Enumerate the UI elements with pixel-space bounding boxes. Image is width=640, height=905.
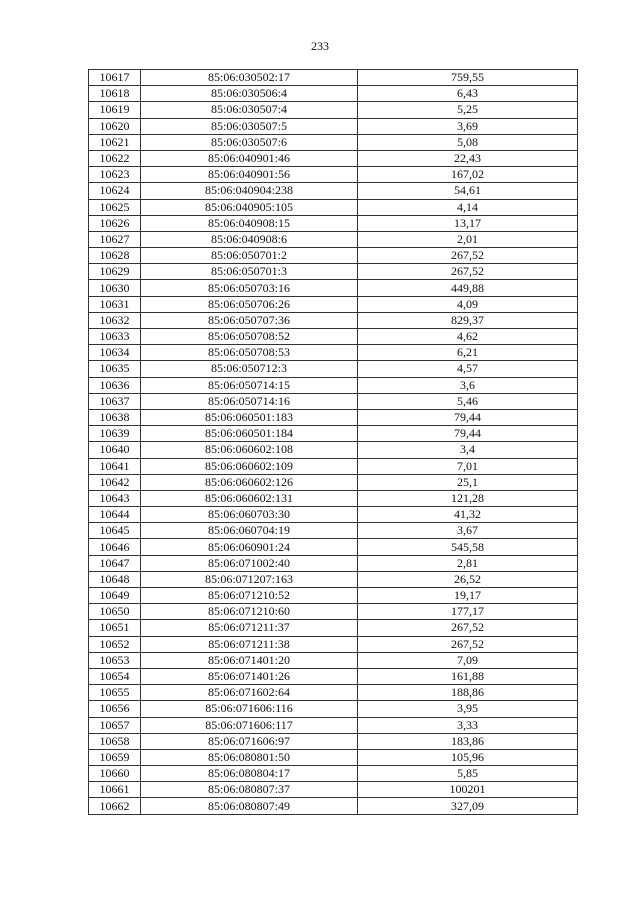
row-number-cell: 10618 [89, 86, 141, 102]
value-cell: 6,43 [358, 86, 578, 102]
table-row [89, 409, 578, 425]
value-cell: 188,86 [358, 685, 578, 701]
row-number-cell: 10621 [89, 134, 141, 150]
row-number-cell: 10650 [89, 604, 141, 620]
value-cell: 13,17 [358, 215, 578, 231]
value-cell: 177,17 [358, 604, 578, 620]
table-row [89, 523, 578, 539]
value-cell: 4,62 [358, 329, 578, 345]
row-number-cell: 10659 [89, 749, 141, 765]
page-number: 233 [311, 39, 329, 53]
cadastral-number-cell: 85:06:080807:37 [141, 782, 358, 798]
row-number-cell: 10622 [89, 150, 141, 166]
cadastral-number-cell: 85:06:071606:117 [141, 717, 358, 733]
row-number-cell: 10648 [89, 571, 141, 587]
cadastral-number-cell: 85:06:060501:184 [141, 426, 358, 442]
table-row [89, 668, 578, 684]
cadastral-number-cell: 85:06:050701:3 [141, 264, 358, 280]
table-row [89, 215, 578, 231]
row-number-cell: 10652 [89, 636, 141, 652]
value-cell: 161,88 [358, 668, 578, 684]
row-number-cell: 10662 [89, 798, 141, 814]
row-number-cell: 10649 [89, 588, 141, 604]
table-row [89, 264, 578, 280]
registry-table-body [89, 70, 578, 815]
value-cell: 79,44 [358, 426, 578, 442]
cadastral-number-cell: 85:06:060501:183 [141, 409, 358, 425]
value-cell: 26,52 [358, 571, 578, 587]
row-number-cell: 10643 [89, 490, 141, 506]
table-row [89, 118, 578, 134]
cadastral-number-cell: 85:06:060704:19 [141, 523, 358, 539]
table-row [89, 571, 578, 587]
row-number-cell: 10632 [89, 312, 141, 328]
table-row [89, 685, 578, 701]
cadastral-number-cell: 85:06:050701:2 [141, 248, 358, 264]
row-number-cell: 10651 [89, 620, 141, 636]
table-row [89, 167, 578, 183]
table-row [89, 377, 578, 393]
row-number-cell: 10656 [89, 701, 141, 717]
table-row [89, 199, 578, 215]
table-row [89, 766, 578, 782]
row-number-cell: 10634 [89, 345, 141, 361]
row-number-cell: 10640 [89, 442, 141, 458]
value-cell: 3,69 [358, 118, 578, 134]
value-cell: 2,81 [358, 555, 578, 571]
cadastral-number-cell: 85:06:071606:97 [141, 733, 358, 749]
value-cell: 105,96 [358, 749, 578, 765]
table-row [89, 717, 578, 733]
cadastral-number-cell: 85:06:040908:6 [141, 231, 358, 247]
value-cell: 267,52 [358, 248, 578, 264]
row-number-cell: 10629 [89, 264, 141, 280]
value-cell: 267,52 [358, 620, 578, 636]
registry-table [88, 69, 578, 815]
cadastral-number-cell: 85:06:071211:37 [141, 620, 358, 636]
value-cell: 3,67 [358, 523, 578, 539]
value-cell: 3,95 [358, 701, 578, 717]
value-cell: 829,37 [358, 312, 578, 328]
value-cell: 327,09 [358, 798, 578, 814]
table-row [89, 134, 578, 150]
row-number-cell: 10624 [89, 183, 141, 199]
row-number-cell: 10625 [89, 199, 141, 215]
table-row [89, 620, 578, 636]
value-cell: 167,02 [358, 167, 578, 183]
table-row [89, 150, 578, 166]
row-number-cell: 10639 [89, 426, 141, 442]
cadastral-number-cell: 85:06:030507:5 [141, 118, 358, 134]
cadastral-number-cell: 85:06:040905:105 [141, 199, 358, 215]
cadastral-number-cell: 85:06:060901:24 [141, 539, 358, 555]
value-cell: 183,86 [358, 733, 578, 749]
cadastral-number-cell: 85:06:050714:16 [141, 393, 358, 409]
table-row [89, 442, 578, 458]
cadastral-number-cell: 85:06:050707:36 [141, 312, 358, 328]
table-row [89, 393, 578, 409]
row-number-cell: 10631 [89, 296, 141, 312]
value-cell: 6,21 [358, 345, 578, 361]
value-cell: 2,01 [358, 231, 578, 247]
row-number-cell: 10623 [89, 167, 141, 183]
row-number-cell: 10660 [89, 766, 141, 782]
table-row [89, 345, 578, 361]
value-cell: 449,88 [358, 280, 578, 296]
table-row [89, 782, 578, 798]
row-number-cell: 10644 [89, 507, 141, 523]
cadastral-number-cell: 85:06:040908:15 [141, 215, 358, 231]
value-cell: 5,08 [358, 134, 578, 150]
cadastral-number-cell: 85:06:071606:116 [141, 701, 358, 717]
table-row [89, 701, 578, 717]
value-cell: 4,14 [358, 199, 578, 215]
table-row [89, 231, 578, 247]
value-cell: 41,32 [358, 507, 578, 523]
table-row [89, 312, 578, 328]
row-number-cell: 10626 [89, 215, 141, 231]
table-row [89, 539, 578, 555]
cadastral-number-cell: 85:06:060602:109 [141, 458, 358, 474]
value-cell: 7,09 [358, 652, 578, 668]
value-cell: 4,57 [358, 361, 578, 377]
row-number-cell: 10620 [89, 118, 141, 134]
table-row [89, 604, 578, 620]
cadastral-number-cell: 85:06:040901:56 [141, 167, 358, 183]
table-row [89, 507, 578, 523]
value-cell: 267,52 [358, 264, 578, 280]
row-number-cell: 10655 [89, 685, 141, 701]
value-cell: 79,44 [358, 409, 578, 425]
table-row [89, 458, 578, 474]
cadastral-number-cell: 85:06:050708:53 [141, 345, 358, 361]
cadastral-number-cell: 85:06:050706:26 [141, 296, 358, 312]
value-cell: 4,09 [358, 296, 578, 312]
table-row [89, 183, 578, 199]
table-row [89, 588, 578, 604]
cadastral-number-cell: 85:06:030507:6 [141, 134, 358, 150]
cadastral-number-cell: 85:06:050708:52 [141, 329, 358, 345]
table-row [89, 86, 578, 102]
value-cell: 267,52 [358, 636, 578, 652]
row-number-cell: 10627 [89, 231, 141, 247]
value-cell: 5,25 [358, 102, 578, 118]
table-row [89, 733, 578, 749]
row-number-cell: 10645 [89, 523, 141, 539]
table-row [89, 329, 578, 345]
cadastral-number-cell: 85:06:071401:26 [141, 668, 358, 684]
table-row [89, 102, 578, 118]
row-number-cell: 10638 [89, 409, 141, 425]
cadastral-number-cell: 85:06:060602:131 [141, 490, 358, 506]
cadastral-number-cell: 85:06:080807:49 [141, 798, 358, 814]
row-number-cell: 10636 [89, 377, 141, 393]
table-row [89, 636, 578, 652]
value-cell: 3,6 [358, 377, 578, 393]
row-number-cell: 10654 [89, 668, 141, 684]
value-cell: 19,17 [358, 588, 578, 604]
row-number-cell: 10653 [89, 652, 141, 668]
table-row [89, 798, 578, 814]
cadastral-number-cell: 85:06:030507:4 [141, 102, 358, 118]
cadastral-number-cell: 85:06:071602:64 [141, 685, 358, 701]
row-number-cell: 10641 [89, 458, 141, 474]
value-cell: 5,46 [358, 393, 578, 409]
value-cell: 3,4 [358, 442, 578, 458]
cadastral-number-cell: 85:06:060602:108 [141, 442, 358, 458]
table-row [89, 248, 578, 264]
row-number-cell: 10642 [89, 474, 141, 490]
cadastral-number-cell: 85:06:071211:38 [141, 636, 358, 652]
value-cell: 759,55 [358, 70, 578, 86]
cadastral-number-cell: 85:06:080801:50 [141, 749, 358, 765]
table-row [89, 296, 578, 312]
cadastral-number-cell: 85:06:071401:20 [141, 652, 358, 668]
row-number-cell: 10658 [89, 733, 141, 749]
row-number-cell: 10617 [89, 70, 141, 86]
table-row [89, 361, 578, 377]
cadastral-number-cell: 85:06:071210:60 [141, 604, 358, 620]
cadastral-number-cell: 85:06:050714:15 [141, 377, 358, 393]
cadastral-number-cell: 85:06:050712:3 [141, 361, 358, 377]
table-row [89, 749, 578, 765]
table-row [89, 474, 578, 490]
row-number-cell: 10630 [89, 280, 141, 296]
cadastral-number-cell: 85:06:060602:126 [141, 474, 358, 490]
row-number-cell: 10647 [89, 555, 141, 571]
cadastral-number-cell: 85:06:040904:238 [141, 183, 358, 199]
table-row [89, 70, 578, 86]
row-number-cell: 10661 [89, 782, 141, 798]
cadastral-number-cell: 85:06:050703:16 [141, 280, 358, 296]
value-cell: 121,28 [358, 490, 578, 506]
cadastral-number-cell: 85:06:040901:46 [141, 150, 358, 166]
row-number-cell: 10633 [89, 329, 141, 345]
cadastral-number-cell: 85:06:071207:163 [141, 571, 358, 587]
cadastral-number-cell: 85:06:030502:17 [141, 70, 358, 86]
row-number-cell: 10628 [89, 248, 141, 264]
value-cell: 22,43 [358, 150, 578, 166]
table-row [89, 652, 578, 668]
cadastral-number-cell: 85:06:080804:17 [141, 766, 358, 782]
value-cell: 3,33 [358, 717, 578, 733]
value-cell: 54,61 [358, 183, 578, 199]
table-row [89, 555, 578, 571]
table-row [89, 426, 578, 442]
row-number-cell: 10619 [89, 102, 141, 118]
row-number-cell: 10635 [89, 361, 141, 377]
value-cell: 100201 [358, 782, 578, 798]
value-cell: 25,1 [358, 474, 578, 490]
table-row [89, 490, 578, 506]
value-cell: 7,01 [358, 458, 578, 474]
table-row [89, 280, 578, 296]
value-cell: 5,85 [358, 766, 578, 782]
cadastral-number-cell: 85:06:071002:40 [141, 555, 358, 571]
row-number-cell: 10637 [89, 393, 141, 409]
cadastral-number-cell: 85:06:060703:30 [141, 507, 358, 523]
row-number-cell: 10646 [89, 539, 141, 555]
cadastral-number-cell: 85:06:030506:4 [141, 86, 358, 102]
cadastral-number-cell: 85:06:071210:52 [141, 588, 358, 604]
row-number-cell: 10657 [89, 717, 141, 733]
value-cell: 545,58 [358, 539, 578, 555]
